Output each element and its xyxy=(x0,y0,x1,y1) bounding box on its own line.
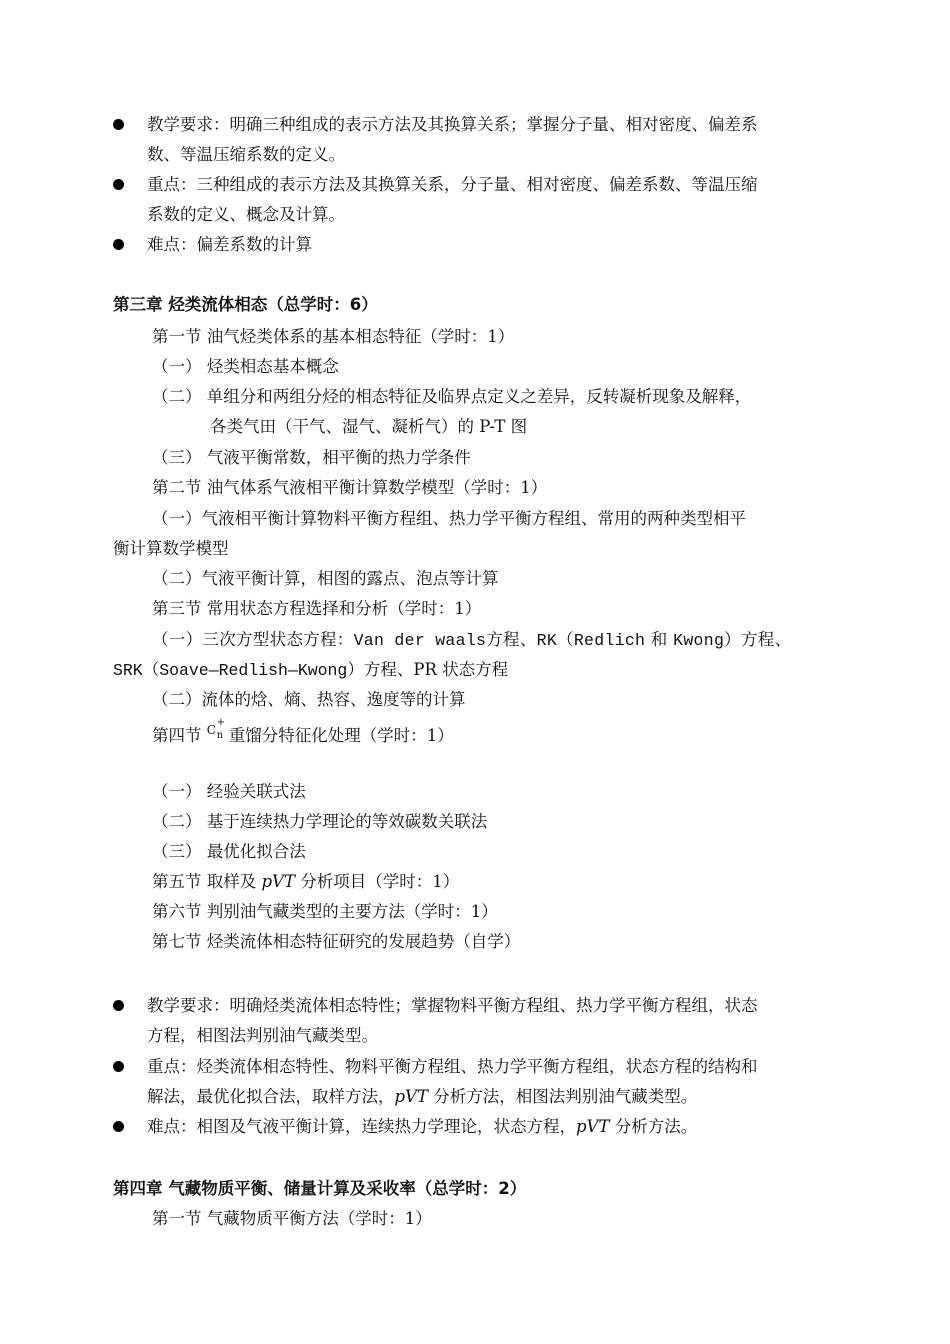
teaching-requirement-line2: 数、等温压缩系数的定义。 xyxy=(147,145,345,164)
item-text: 方程、PR 状态方程 xyxy=(363,660,509,679)
teaching-requirement-line1: 教学要求：明确三种组成的表示方法及其换算关系；掌握分子量、相对密度、偏差系 xyxy=(147,115,758,134)
chapter3-section1: 第一节 油气烃类体系的基本相态特征（学时：1） xyxy=(152,327,515,346)
key-points-line1: 重点：三种组成的表示方法及其换算关系，分子量、相对密度、偏差系数、等温压缩 xyxy=(147,175,758,194)
bullet-icon xyxy=(113,1061,124,1072)
item-text: 和 xyxy=(645,630,674,649)
bullet-icon xyxy=(113,1121,124,1132)
teaching-requirement-line2: 方程，相图法判别油气藏类型。 xyxy=(147,1026,378,1045)
key-points-line1: 重点：烃类流体相态特性、物料平衡方程组、热力学平衡方程组，状态方程的结构和 xyxy=(147,1057,758,1076)
equation-name: SRK（Soave—Redlish—Kwong） xyxy=(113,661,364,680)
item-text: 方程、 xyxy=(740,630,792,649)
cn-plus-formula xyxy=(206,717,229,747)
equation-name: RK（Redlich xyxy=(536,631,646,650)
chapter4-section1: 第一节 气藏物质平衡方法（学时：1） xyxy=(152,1209,432,1228)
teaching-requirement-line1: 教学要求：明确烃类流体相态特性；掌握物料平衡方程组、热力学平衡方程组，状态 xyxy=(147,996,758,1015)
formula-n: n xyxy=(216,730,224,741)
section-suffix: 重馏分特征化处理（学时：1） xyxy=(228,726,454,745)
pvt-term: pVT xyxy=(394,1087,428,1106)
chapter3-section2-item1-line2: 衡计算数学模型 xyxy=(113,539,229,558)
equation-name: Kwong） xyxy=(673,631,741,650)
chapter3-section3-item2: （二）流体的焓、熵、热容、逸度等的计算 xyxy=(152,690,466,709)
chapter3-section3: 第三节 常用状态方程选择和分析（学时：1） xyxy=(152,599,482,618)
item-text: 分析方法，相图法判别油气藏类型。 xyxy=(427,1087,698,1106)
chapter3-section1-item2-line2: 各类气田（干气、湿气、凝析气）的 P-T 图 xyxy=(210,417,528,436)
formula-c: C xyxy=(206,723,216,737)
formula-plus: + xyxy=(216,717,226,728)
equation-name: Van der waals xyxy=(353,631,487,650)
section-prefix: 第五节 取样及 xyxy=(152,872,262,891)
item-text: 方程、 xyxy=(486,630,537,649)
chapter4-title: 第四章 气藏物质平衡、储量计算及采收率（总学时：2） xyxy=(113,1179,527,1198)
bullet-icon xyxy=(113,239,124,250)
chapter3-section4-item1: （一） 经验关联式法 xyxy=(152,782,306,801)
difficult-points-line xyxy=(147,1116,697,1138)
chapter3-section1-item1: （一） 烃类相态基本概念 xyxy=(152,357,339,376)
item-text: 难点：相图及气液平衡计算，连续热力学理论，状态方程， xyxy=(147,1117,576,1136)
chapter3-section1-item3: （三） 气液平衡常数，相平衡的热力学条件 xyxy=(152,448,471,467)
bullet-icon xyxy=(113,119,124,130)
key-points-line2: 系数的定义、概念及计算。 xyxy=(147,205,345,224)
chapter3-section1-item2-line1: （二） 单组分和两组分烃的相态特征及临界点定义之差异，反转凝析现象及解释， xyxy=(152,387,752,406)
item-text: 解法，最优化拟合法，取样方法， xyxy=(147,1087,395,1106)
section-suffix: 分析项目（学时：1） xyxy=(294,872,460,891)
pvt-term: pVT xyxy=(261,872,295,891)
chapter3-section2: 第二节 油气体系气液相平衡计算数学模型（学时：1） xyxy=(152,478,548,497)
chapter3-section5 xyxy=(152,871,459,893)
chapter3-title: 第三章 烃类流体相态（总学时：6） xyxy=(113,295,378,314)
chapter3-section2-item1-line1: （一）气液相平衡计算物料平衡方程组、热力学平衡方程组、常用的两种类型相平 xyxy=(152,509,746,528)
bullet-icon xyxy=(113,179,124,190)
chapter3-section3-item1-line1 xyxy=(152,629,791,652)
pvt-term: pVT xyxy=(576,1117,610,1136)
chapter3-section6: 第六节 判别油气藏类型的主要方法（学时：1） xyxy=(152,902,498,921)
chapter3-section4-item2: （二） 基于连续热力学理论的等效碳数关联法 xyxy=(152,812,488,831)
chapter3-section2-item2: （二）气液平衡计算，相图的露点、泡点等计算 xyxy=(152,569,499,588)
difficult-points-line: 难点：偏差系数的计算 xyxy=(147,235,312,254)
item-text: （一）三次方型状态方程： xyxy=(152,630,354,649)
chapter3-section4 xyxy=(152,717,454,747)
chapter3-section7: 第七节 烃类流体相态特征研究的发展趋势（自学） xyxy=(152,932,521,951)
chapter3-section3-item1-line2 xyxy=(113,659,508,682)
section-prefix: 第四节 xyxy=(152,726,207,745)
item-text: 分析方法。 xyxy=(609,1117,698,1136)
bullet-icon xyxy=(113,1000,124,1011)
chapter3-section4-item3: （三） 最优化拟合法 xyxy=(152,842,306,861)
key-points-line2 xyxy=(147,1086,697,1108)
